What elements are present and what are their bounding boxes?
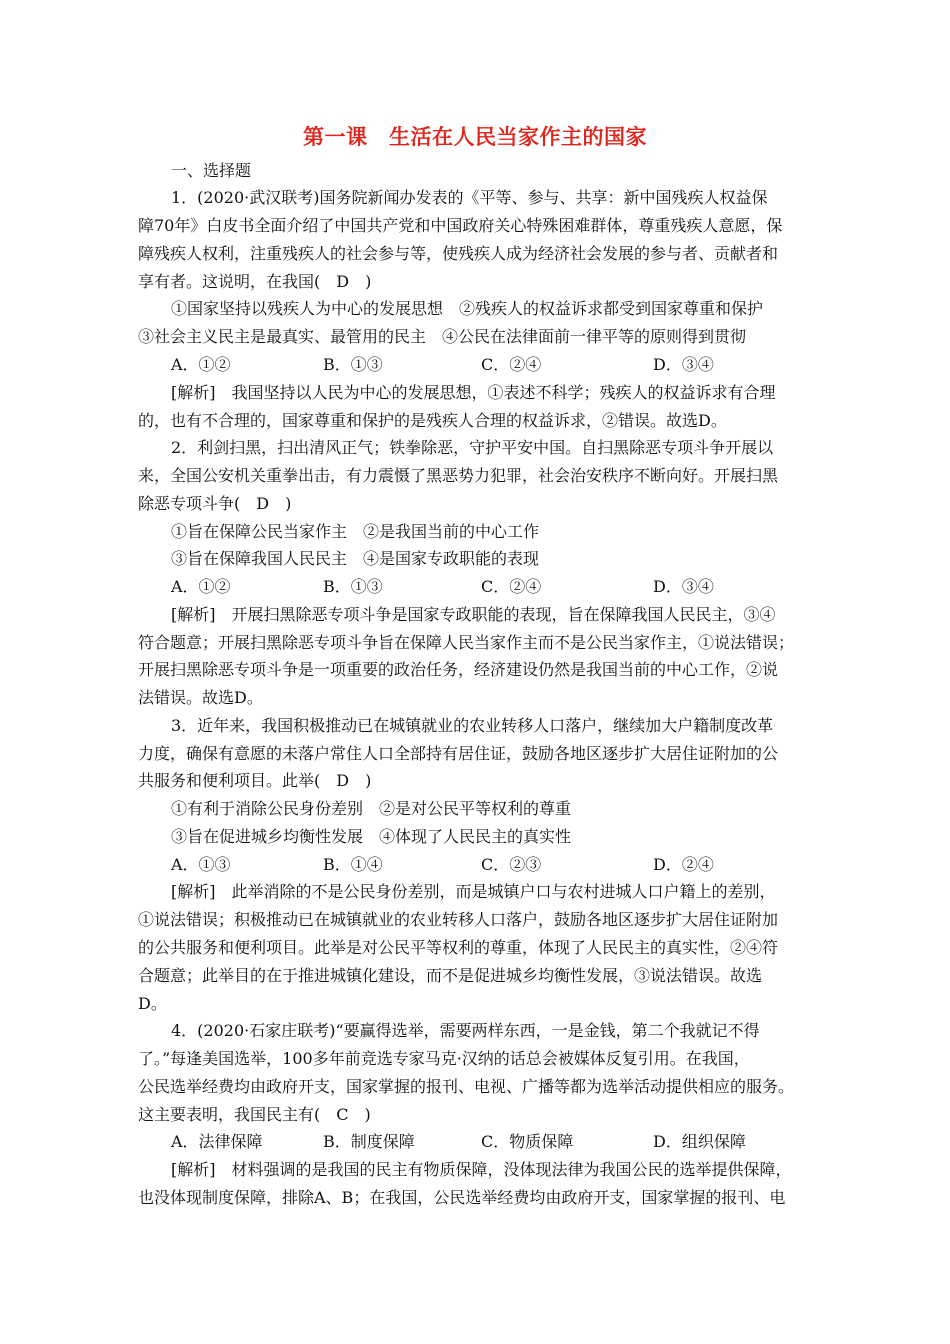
question-2-statement: ①旨在保障公民当家作主 ②是我国当前的中心工作 xyxy=(171,522,540,541)
question-3-text: 3．近年来，我国积极推动已在城镇就业的农业转移人口落户，继续加大户籍制度改革 xyxy=(171,716,774,735)
document-title: 第一课 生活在人民当家作主的国家 xyxy=(303,124,647,149)
option-b: B．①④ xyxy=(323,855,383,874)
option-a: A．①③ xyxy=(171,855,231,874)
question-1-analysis: [解析] 我国坚持以人民为中心的发展思想，①表述不科学；残疾人的权益诉求有合理 xyxy=(171,383,776,402)
question-3-text: 共服务和便利项目。此举( D ) xyxy=(138,771,372,790)
question-1-text: 享有者。这说明，在我国( D ) xyxy=(138,272,372,291)
question-3-analysis: 的公共服务和便利项目。此举是对公民平等权利的尊重，体现了人民民主的真实性，②④符 xyxy=(138,938,779,957)
question-4-analysis: 也没体现制度保障，排除A、B；在我国，公民选举经费均由政府开支，国家掌握的报刊、电 xyxy=(138,1188,786,1207)
option-d: D．③④ xyxy=(653,355,714,374)
question-4-text: 这主要表明，我国民主有( C ) xyxy=(138,1105,371,1124)
question-2-text: 除恶专项斗争( D ) xyxy=(138,494,292,513)
section-heading: 一、选择题 xyxy=(171,161,252,180)
question-1-text: 障残疾人权利，注重残疾人的社会参与等，使残疾人成为经济社会发展的参与者、贡献者和 xyxy=(138,244,779,263)
question-2-statement: ③旨在保障我国人民民主 ④是国家专政职能的表现 xyxy=(171,549,540,568)
question-1-text: 障70年》白皮书全面介绍了中国共产党和中国政府关心特殊困难群体，尊重残疾人意愿，保 xyxy=(138,216,783,235)
option-c: C．②④ xyxy=(481,355,542,374)
question-4-text: 公民选举经费均由政府开支，国家掌握的报刊、电视、广播等都为选举活动提供相应的服务。 xyxy=(138,1077,795,1096)
question-2-analysis: 法错误。故选D。 xyxy=(138,688,263,707)
option-d: D．组织保障 xyxy=(653,1132,746,1151)
question-2-analysis: 开展扫黑除恶专项斗争是一项重要的政治任务，经济建设仍然是我国当前的中心工作，②说 xyxy=(138,660,779,679)
option-b: B．制度保障 xyxy=(323,1132,415,1151)
option-c: C．②④ xyxy=(481,577,542,596)
question-3-analysis: [解析] 此举消除的不是公民身份差别，而是城镇户口与农村进城人口户籍上的差别， xyxy=(171,882,776,901)
question-4-analysis: [解析] 材料强调的是我国的民主有物质保障，没体现法律为我国公民的选举提供保障， xyxy=(171,1160,792,1179)
option-c: C．②③ xyxy=(481,855,542,874)
question-1-analysis: 的，也有不合理的，国家尊重和保护的是残疾人合理的权益诉求，②错误。故选D。 xyxy=(138,411,727,430)
option-c: C．物质保障 xyxy=(481,1132,574,1151)
question-3-statement: ③旨在促进城乡均衡性发展 ④体现了人民民主的真实性 xyxy=(171,827,572,846)
option-b: B．①③ xyxy=(323,355,383,374)
question-1-statement: ①国家坚持以残疾人为中心的发展思想 ②残疾人的权益诉求都受到国家尊重和保护 xyxy=(171,299,764,318)
question-3-statement: ①有利于消除公民身份差别 ②是对公民平等权利的尊重 xyxy=(171,799,572,818)
question-2-text: 来，全国公安机关重拳出击，有力震慑了黑恶势力犯罪，社会治安秩序不断向好。开展扫黑 xyxy=(138,466,779,485)
option-d: D．③④ xyxy=(653,577,714,596)
option-d: D．②④ xyxy=(653,855,714,874)
question-4-text: 4．(2020·石家庄联考)“要赢得选举，需要两样东西，一是金钱，第二个我就记不得 xyxy=(171,1021,760,1040)
question-2-analysis: [解析] 开展扫黑除恶专项斗争是国家专政职能的表现，旨在保障我国人民民主，③④ xyxy=(171,605,776,624)
question-4-text: 了。”每逢美国选举，100多年前竞选专家马克·汉纳的话总会被媒体反复引用。在我国， xyxy=(138,1049,750,1068)
question-3-analysis: D。 xyxy=(138,994,167,1013)
question-2-analysis: 符合题意；开展扫黑除恶专项斗争旨在保障人民当家作主而不是公民当家作主，①说法错误； xyxy=(138,633,795,652)
option-b: B．①③ xyxy=(323,577,383,596)
question-3-analysis: 合题意；此举目的在于推进城镇化建设，而不是促进城乡均衡性发展，③说法错误。故选 xyxy=(138,966,763,985)
question-3-analysis: ①说法错误；积极推动已在城镇就业的农业转移人口落户，鼓励各地区逐步扩大居住证附加 xyxy=(138,910,779,929)
question-1-statement: ③社会主义民主是最真实、最管用的民主 ④公民在法律面前一律平等的原则得到贯彻 xyxy=(138,327,747,346)
question-2-text: 2．利剑扫黑，扫出清风正气；铁拳除恶，守护平安中国。自扫黑除恶专项斗争开展以 xyxy=(171,438,774,457)
question-1-text: 1．(2020·武汉联考)国务院新闻办发表的《平等、参与、共享：新中国残疾人权益保 xyxy=(171,188,768,207)
option-a: A．①② xyxy=(171,355,231,374)
question-3-text: 力度，确保有意愿的未落户常住人口全部持有居住证，鼓励各地区逐步扩大居住证附加的公 xyxy=(138,744,779,763)
option-a: A．①② xyxy=(171,577,231,596)
option-a: A．法律保障 xyxy=(171,1132,263,1151)
